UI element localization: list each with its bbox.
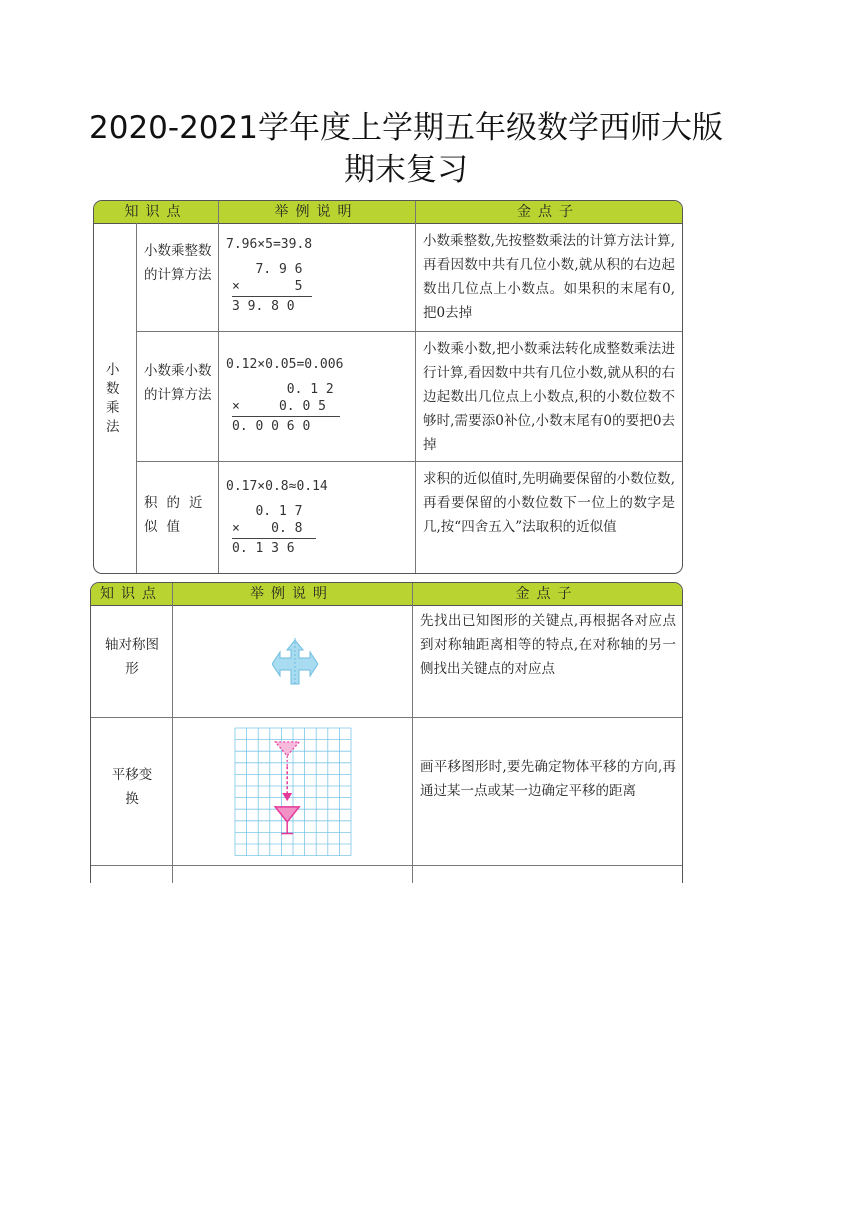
title-line-2: 期末复习 [344, 152, 468, 188]
table-header [94, 201, 682, 224]
table-row-topic: 积的近似值 [144, 495, 212, 535]
table-row-topic: 小数乘小数的计算方法 [144, 363, 212, 403]
table-geometry-transform [90, 582, 683, 883]
table-row-topic: 轴对称图形 [105, 637, 159, 677]
original-triangle [275, 742, 299, 756]
group-label: 小数乘法 [106, 362, 120, 435]
tip-text: 小数乘小数,把小数乘法转化成整数乘法进行计算,看因数中共有几位小数,就从积的右边起数出几位点上小数点,积的小数位数不够时,需要添0补位,小数末尾有0的要把0去掉 [423, 341, 675, 453]
tip-text: 小数乘整数,先按整数乘法的计算方法计算,再看因数中共有几位小数,就从积的右边起数出几位点上小数点。如果积的末尾有0,把0去掉 [423, 233, 675, 321]
table-row-topic: 平移变换 [111, 767, 153, 807]
translated-triangle [275, 807, 299, 822]
tip-text: 画平移图形时,要先确定物体平移的方向,再通过某一点或某一边确定平移的距离 [420, 759, 676, 799]
header-tip: 金点子 [515, 586, 579, 602]
page-title [0, 108, 812, 190]
vertical-calculation: 0. 1 7 × 0. 8 0. 1 3 6 [232, 503, 316, 557]
tip-text: 求积的近似值时,先明确要保留的小数位数,再看要保留的小数位数下一位上的数字是几,按“四舍五入”法取积的近似值 [423, 471, 675, 535]
table-row-topic: 小数乘整数的计算方法 [144, 243, 212, 283]
example-expression: 7.96×5=39.8 [226, 237, 313, 252]
vertical-calculation: 0. 1 2 × 0. 0 5 0. 0 0 6 0 [232, 381, 340, 435]
title-line-1: 2020-2021学年度上学期五年级数学西师大版 [89, 110, 723, 146]
vertical-calculation: 7. 9 6 × 5 3 9. 8 0 [232, 261, 312, 315]
tip-text: 先找出已知图形的关键点,再根据各对应点到对称轴距离相等的特点,在对称轴的另一侧找出关键点的对应点 [420, 613, 676, 677]
header-tip: 金点子 [517, 204, 580, 220]
translation-grid-figure [234, 727, 352, 857]
header-topic: 知识点 [124, 204, 188, 220]
example-expression: 0.17×0.8≈0.14 [226, 479, 328, 494]
header-topic: 知识点 [100, 586, 163, 602]
translation-arrow-head [282, 793, 292, 801]
example-expression: 0.12×0.05=0.006 [226, 357, 344, 372]
table-header [91, 583, 682, 606]
symmetry-arrow-figure [272, 638, 318, 686]
header-example: 举例说明 [250, 586, 334, 602]
table-decimal-multiplication [93, 200, 683, 574]
header-example: 举例说明 [274, 204, 359, 220]
